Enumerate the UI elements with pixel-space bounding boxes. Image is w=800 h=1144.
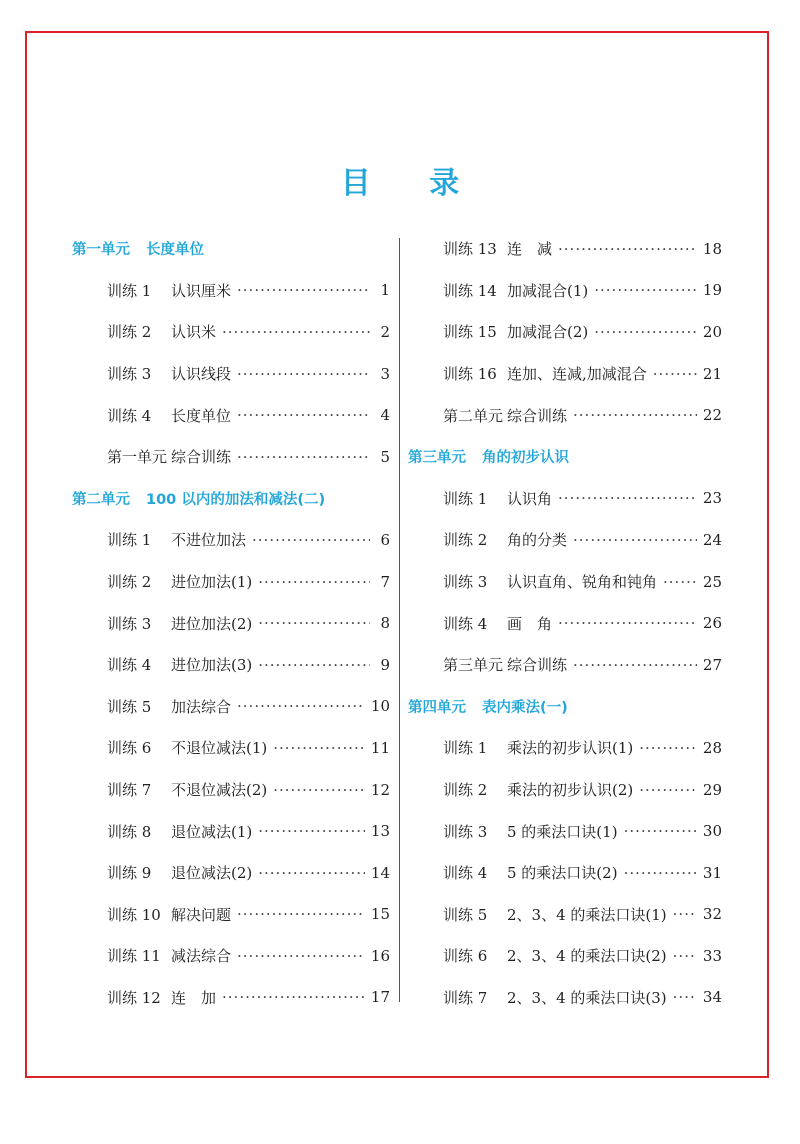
entry-page-number: 4 xyxy=(380,406,390,425)
toc-entry[interactable] xyxy=(408,478,722,520)
leader-dots xyxy=(673,947,697,965)
entry-label: 认识米 xyxy=(171,323,217,342)
entry-number: 第一单元 xyxy=(107,448,168,467)
toc-entry[interactable] xyxy=(72,519,390,561)
entry-page-number: 15 xyxy=(370,905,390,924)
entry-number: 训练 14 xyxy=(443,281,497,300)
entry-number: 训练 1 xyxy=(107,531,152,550)
leader-dots xyxy=(573,531,697,549)
entry-label: 2、3、4 的乘法口诀(2) xyxy=(507,947,667,966)
entry-page-number: 18 xyxy=(702,239,722,258)
leader-dots xyxy=(258,614,370,632)
toc-entry[interactable] xyxy=(408,602,722,644)
entry-number: 训练 10 xyxy=(107,905,161,924)
entry-label: 连 加 xyxy=(171,988,217,1007)
toc-section-heading xyxy=(408,436,722,478)
toc-entry[interactable] xyxy=(72,311,390,353)
entry-label: 角的分类 xyxy=(507,531,568,550)
entry-number: 训练 9 xyxy=(107,864,152,883)
leader-dots xyxy=(237,281,370,299)
toc-entry[interactable] xyxy=(72,852,390,894)
entry-page-number: 8 xyxy=(380,614,390,633)
leader-dots xyxy=(594,323,697,341)
entry-page-number: 25 xyxy=(702,572,722,591)
leader-dots xyxy=(273,781,365,799)
entry-page-number: 11 xyxy=(370,738,390,757)
section-title: 角的初步认识 xyxy=(482,450,569,467)
toc-entry[interactable] xyxy=(72,270,390,312)
entry-label: 进位加法(3) xyxy=(171,656,253,675)
leader-dots xyxy=(653,365,697,383)
entry-number: 训练 16 xyxy=(443,365,497,384)
entry-label: 5 的乘法口诀(1) xyxy=(507,822,618,841)
toc-entry[interactable] xyxy=(72,935,390,977)
entry-label: 退位减法(1) xyxy=(171,822,253,841)
entry-page-number: 2 xyxy=(380,322,390,341)
entry-page-number: 20 xyxy=(702,322,722,341)
section-unit-label: 第三单元 xyxy=(408,450,466,467)
section-title: 表内乘法(一) xyxy=(482,699,568,716)
toc-entry[interactable] xyxy=(408,769,722,811)
entry-page-number: 23 xyxy=(702,489,722,508)
toc-entry[interactable] xyxy=(408,894,722,936)
entry-number: 训练 4 xyxy=(107,656,152,675)
toc-entry[interactable] xyxy=(72,353,390,395)
column-divider xyxy=(399,238,400,1002)
entry-number: 训练 3 xyxy=(107,614,152,633)
entry-page-number: 6 xyxy=(380,530,390,549)
entry-number: 训练 3 xyxy=(107,365,152,384)
entry-number: 训练 5 xyxy=(107,697,152,716)
toc-entry[interactable] xyxy=(408,977,722,1019)
entry-page-number: 22 xyxy=(702,406,722,425)
entry-number: 第二单元 xyxy=(443,406,504,425)
entry-page-number: 19 xyxy=(702,281,722,300)
toc-entry[interactable] xyxy=(72,686,390,728)
leader-dots xyxy=(673,988,697,1006)
entry-page-number: 31 xyxy=(702,863,722,882)
entry-page-number: 32 xyxy=(702,905,722,924)
entry-label: 连 减 xyxy=(507,240,553,259)
entry-page-number: 24 xyxy=(702,530,722,549)
leader-dots xyxy=(237,905,365,923)
entry-label: 乘法的初步认识(2) xyxy=(507,781,634,800)
toc-entry[interactable] xyxy=(408,561,722,603)
toc-entry[interactable] xyxy=(408,228,722,270)
entry-page-number: 10 xyxy=(370,697,390,716)
entry-number: 训练 2 xyxy=(443,781,488,800)
entry-number: 训练 1 xyxy=(443,739,488,758)
toc-section-heading xyxy=(72,228,390,270)
entry-number: 训练 4 xyxy=(443,614,488,633)
entry-number: 训练 12 xyxy=(107,988,161,1007)
leader-dots xyxy=(639,781,697,799)
entry-label: 解决问题 xyxy=(171,905,232,924)
leader-dots xyxy=(594,281,697,299)
leader-dots xyxy=(237,947,365,965)
leader-dots xyxy=(258,573,370,591)
toc-entry[interactable] xyxy=(72,644,390,686)
entry-page-number: 3 xyxy=(380,364,390,383)
entry-page-number: 16 xyxy=(370,946,390,965)
entry-page-number: 29 xyxy=(702,780,722,799)
entry-label: 进位加法(1) xyxy=(171,573,253,592)
entry-number: 训练 5 xyxy=(443,905,488,924)
entry-label: 2、3、4 的乘法口诀(3) xyxy=(507,988,667,1007)
entry-label: 不退位减法(1) xyxy=(171,739,268,758)
leader-dots xyxy=(573,406,697,424)
leader-dots xyxy=(237,448,370,466)
toc-entry[interactable] xyxy=(72,977,390,1019)
entry-label: 2、3、4 的乘法口诀(1) xyxy=(507,905,667,924)
toc-entry[interactable] xyxy=(408,394,722,436)
entry-label: 加法综合 xyxy=(171,697,232,716)
entry-label: 退位减法(2) xyxy=(171,864,253,883)
leader-dots xyxy=(558,240,697,258)
toc-entry[interactable] xyxy=(408,353,722,395)
entry-page-number: 30 xyxy=(702,822,722,841)
toc-entry[interactable] xyxy=(408,311,722,353)
entry-page-number: 17 xyxy=(370,988,390,1007)
leader-dots xyxy=(237,697,365,715)
entry-label: 认识角 xyxy=(507,489,553,508)
entry-page-number: 1 xyxy=(380,281,390,300)
toc-right-column xyxy=(408,228,722,1018)
entry-number: 训练 7 xyxy=(443,988,488,1007)
entry-label: 认识厘米 xyxy=(171,281,232,300)
entry-page-number: 27 xyxy=(702,655,722,674)
entry-label: 加减混合(1) xyxy=(507,281,589,300)
toc-entry[interactable] xyxy=(408,519,722,561)
entry-number: 训练 15 xyxy=(443,323,497,342)
entry-number: 训练 13 xyxy=(443,240,497,259)
entry-number: 第三单元 xyxy=(443,656,504,675)
toc-entry[interactable] xyxy=(408,810,722,852)
entry-number: 训练 4 xyxy=(107,406,152,425)
leader-dots xyxy=(624,864,697,882)
toc-entry[interactable] xyxy=(72,894,390,936)
entry-label: 长度单位 xyxy=(171,406,232,425)
entry-number: 训练 7 xyxy=(107,781,152,800)
leader-dots xyxy=(558,614,697,632)
toc-entry[interactable] xyxy=(408,270,722,312)
leader-dots xyxy=(273,739,365,757)
entry-page-number: 12 xyxy=(370,780,390,799)
entry-number: 训练 1 xyxy=(443,489,488,508)
entry-label: 综合训练 xyxy=(171,448,232,467)
entry-number: 训练 2 xyxy=(107,323,152,342)
entry-page-number: 9 xyxy=(380,655,390,674)
toc-entry[interactable] xyxy=(72,436,390,478)
entry-number: 训练 2 xyxy=(443,531,488,550)
leader-dots xyxy=(258,822,365,840)
leader-dots xyxy=(237,406,370,424)
entry-page-number: 21 xyxy=(702,364,722,383)
leader-dots xyxy=(237,365,370,383)
entry-page-number: 5 xyxy=(380,447,390,466)
entry-label: 连加、连减,加减混合 xyxy=(507,365,647,384)
leader-dots xyxy=(639,739,697,757)
leader-dots xyxy=(222,323,370,341)
leader-dots xyxy=(673,905,697,923)
toc-left-column xyxy=(72,228,390,1018)
toc-entry[interactable] xyxy=(72,561,390,603)
entry-page-number: 14 xyxy=(370,863,390,882)
entry-label: 加减混合(2) xyxy=(507,323,589,342)
toc-entry[interactable] xyxy=(408,935,722,977)
leader-dots xyxy=(663,573,697,591)
toc-entry[interactable] xyxy=(408,852,722,894)
entry-number: 训练 8 xyxy=(107,822,152,841)
entry-page-number: 28 xyxy=(702,738,722,757)
section-title: 100 以内的加法和减法(二) xyxy=(146,491,326,508)
entry-page-number: 7 xyxy=(380,572,390,591)
entry-page-number: 13 xyxy=(370,822,390,841)
toc-entry[interactable] xyxy=(72,769,390,811)
leader-dots xyxy=(624,822,697,840)
entry-number: 训练 6 xyxy=(443,947,488,966)
entry-number: 训练 2 xyxy=(107,573,152,592)
toc-entry[interactable] xyxy=(408,644,722,686)
entry-label: 认识线段 xyxy=(171,365,232,384)
section-unit-label: 第四单元 xyxy=(408,699,466,716)
entry-number: 训练 1 xyxy=(107,281,152,300)
toc-entry[interactable] xyxy=(72,394,390,436)
entry-page-number: 34 xyxy=(702,988,722,1007)
toc-entry[interactable] xyxy=(408,727,722,769)
entry-page-number: 33 xyxy=(702,946,722,965)
entry-label: 减法综合 xyxy=(171,947,232,966)
page-title: 目 录 xyxy=(340,166,484,201)
entry-label: 不进位加法 xyxy=(171,531,247,550)
entry-label: 5 的乘法口诀(2) xyxy=(507,864,618,883)
entry-label: 进位加法(2) xyxy=(171,614,253,633)
toc-entry[interactable] xyxy=(72,602,390,644)
toc-entry[interactable] xyxy=(72,727,390,769)
toc-section-heading xyxy=(72,478,390,520)
entry-label: 乘法的初步认识(1) xyxy=(507,739,634,758)
entry-label: 画 角 xyxy=(507,614,553,633)
leader-dots xyxy=(573,656,697,674)
leader-dots xyxy=(252,531,370,549)
entry-number: 训练 11 xyxy=(107,947,161,966)
entry-label: 综合训练 xyxy=(507,656,568,675)
entry-number: 训练 6 xyxy=(107,739,152,758)
section-title: 长度单位 xyxy=(146,242,204,259)
leader-dots xyxy=(258,656,370,674)
entry-label: 不退位减法(2) xyxy=(171,781,268,800)
toc-entry[interactable] xyxy=(72,810,390,852)
leader-dots xyxy=(222,988,365,1006)
entry-label: 综合训练 xyxy=(507,406,568,425)
section-unit-label: 第二单元 xyxy=(72,491,130,508)
leader-dots xyxy=(258,864,365,882)
entry-number: 训练 3 xyxy=(443,573,488,592)
entry-label: 认识直角、锐角和钝角 xyxy=(507,573,658,592)
entry-number: 训练 4 xyxy=(443,864,488,883)
leader-dots xyxy=(558,489,697,507)
toc-section-heading xyxy=(408,686,722,728)
entry-page-number: 26 xyxy=(702,614,722,633)
section-unit-label: 第一单元 xyxy=(72,242,130,259)
entry-number: 训练 3 xyxy=(443,822,488,841)
